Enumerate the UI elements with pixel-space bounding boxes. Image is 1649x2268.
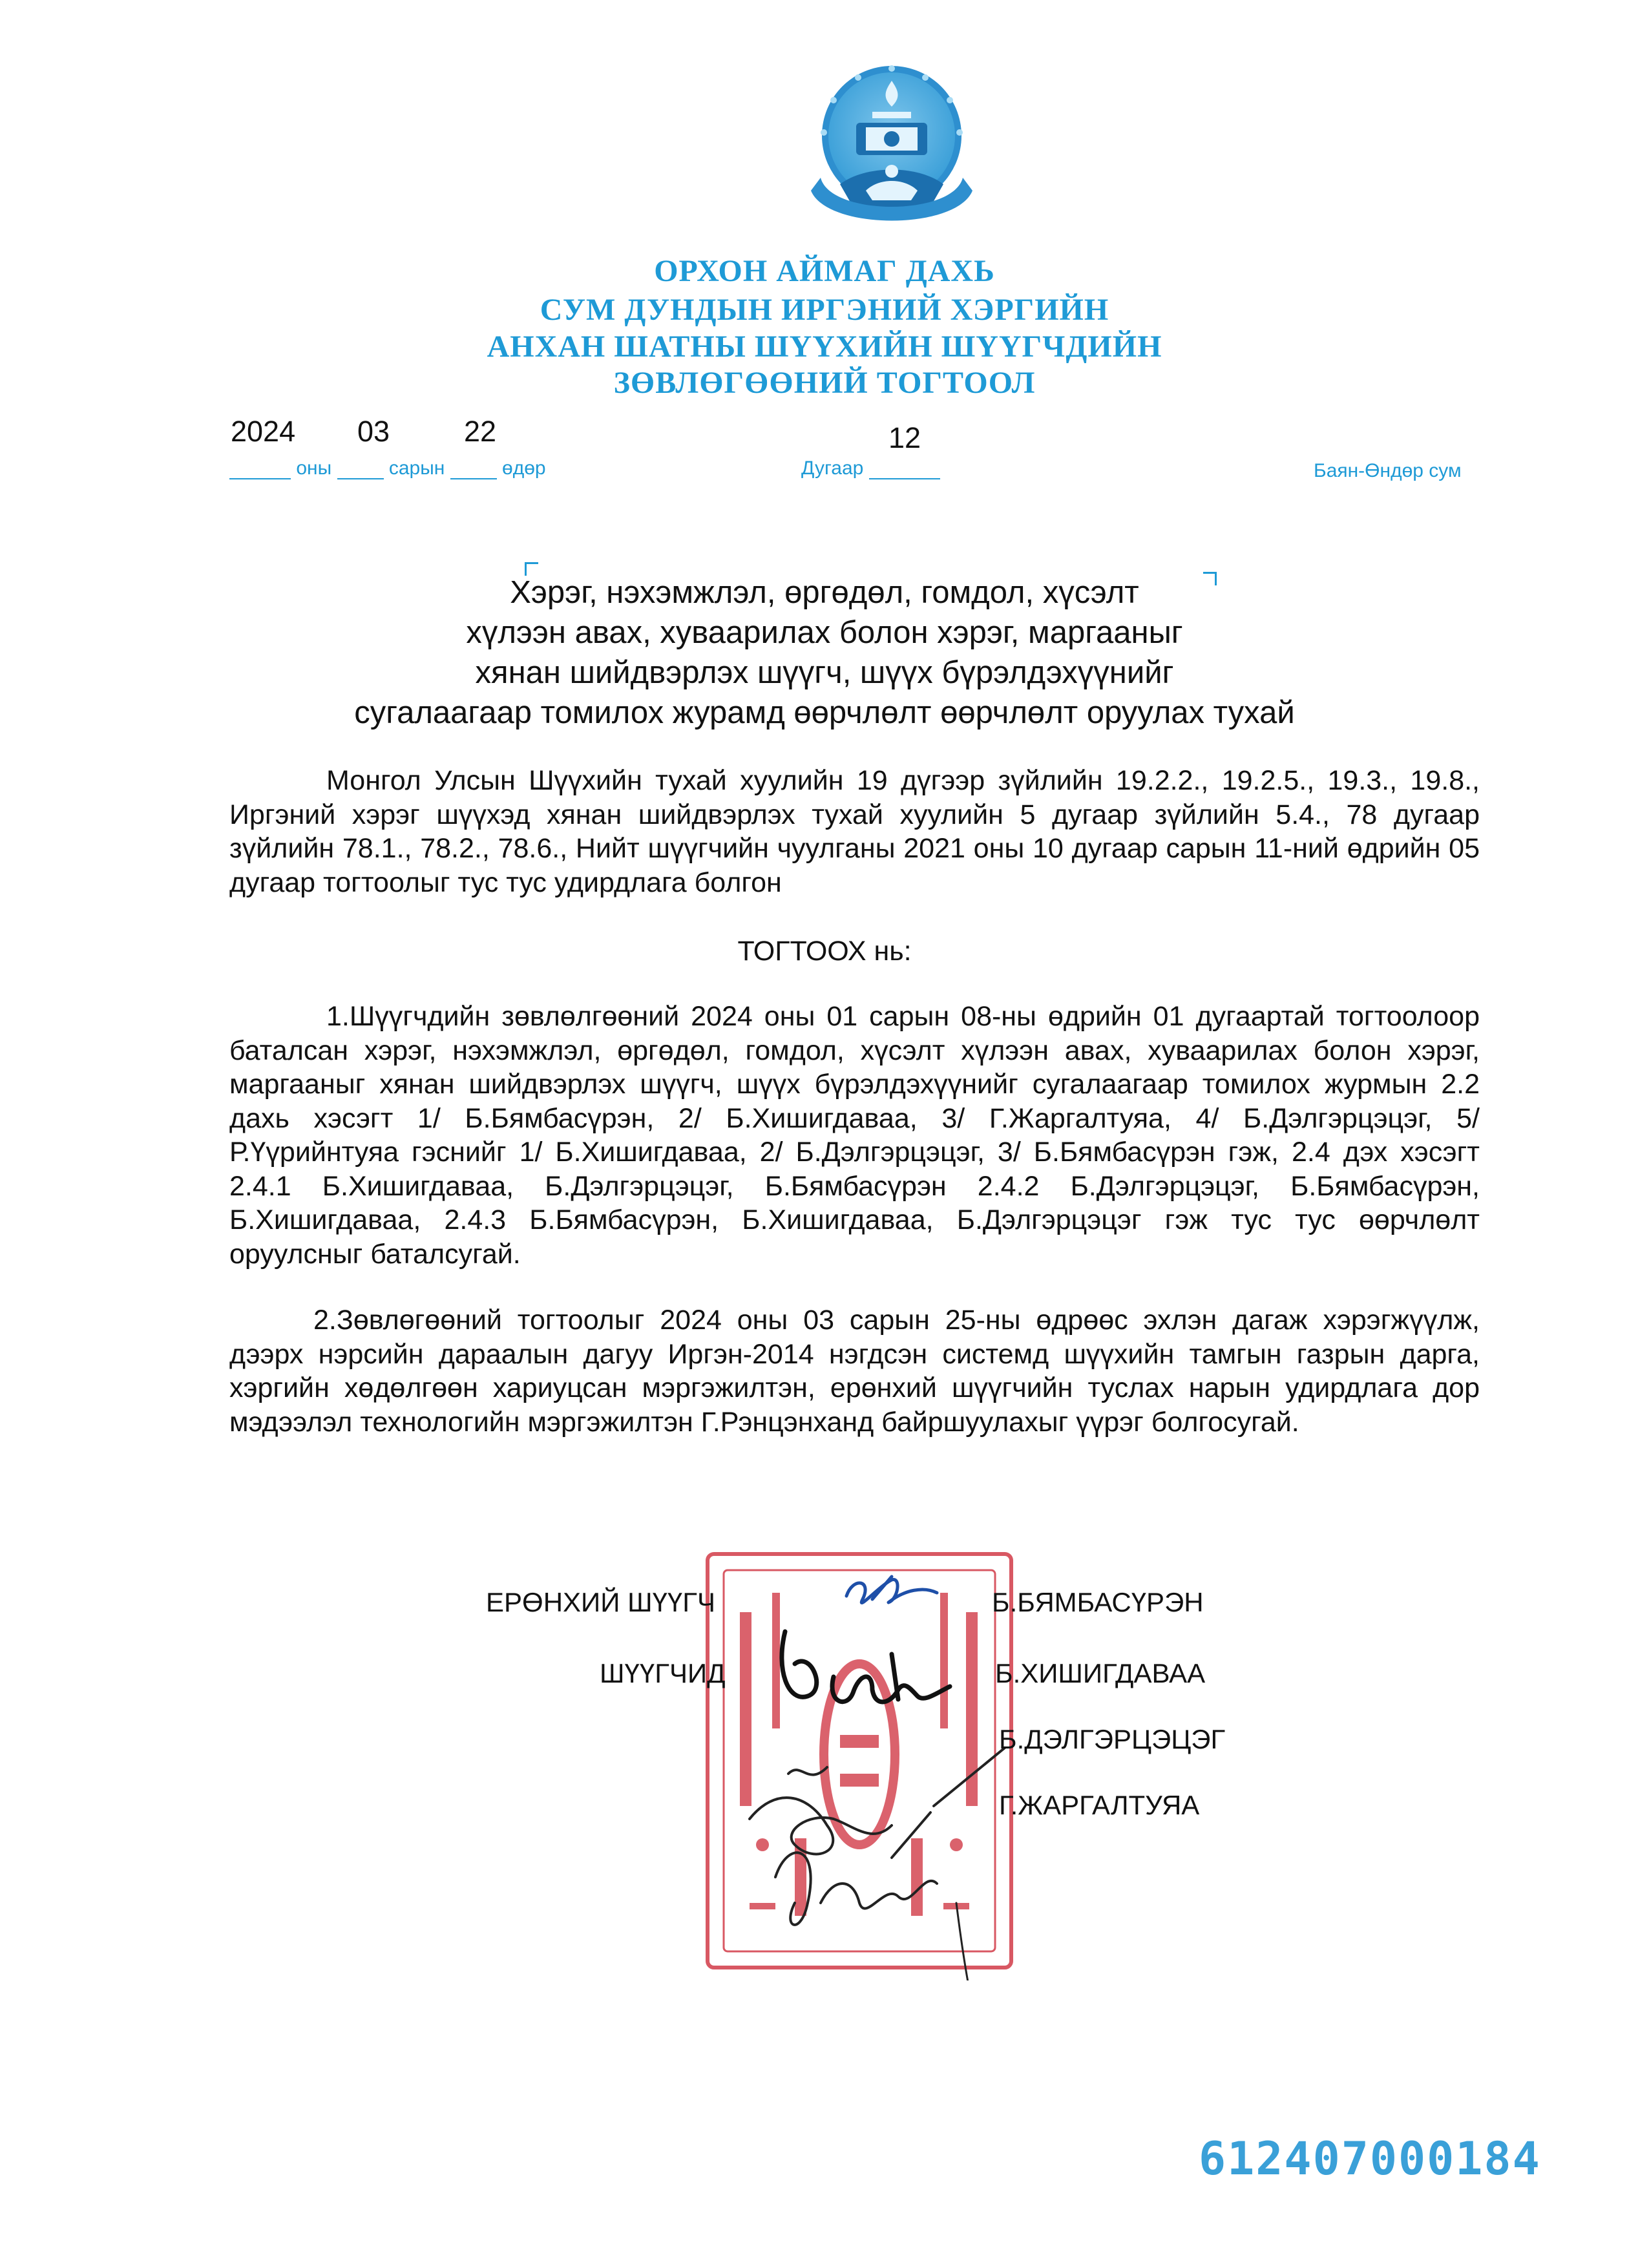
item-1-text: 1.Шүүгчдийн зөвлөлгөөний 2024 оны 01 сарын 08-ны өдрийн 01 дугаартай тогтоолоор баталсан хэрэг, нэхэмжлэл, өргөдөл, гомдол, хүсэлт хүлээн авах, хуваарилах болон хэрэг, маргааныг хянан шийдвэрлэх шүүгч, шүүх бүрэлдэхүүнийг сугалаагаар томилох журмын 2.2 дахь хэсэгт 1/ Б.Бямбасүрэн, 2/ Б.Хишигдаваа, 3/ Г.Жаргалтуяа, 4/ Б.Дэлгэрцэцэг, 5/ Р.Үүрийнтуяа гэснийг 1/ Б.Хишигдаваа, 2/ Б.Дэлгэрцэцэг, 3/ Б.Бямбасүрэн гэж, 2.4 дэх хэсэгт 2.4.1 Б.Хишигдаваа, Б.Дэлгэрцэцэг, Б.Бямбасүрэн 2.4.2 Б.Дэлгэрцэцэг, Б.Бямбасүрэн, Б.Хишигдаваа, 2.4.3 Б.Бямбасүрэн, Б.Хишигдаваа, Б.Дэлгэрцэцэг гэж тус тус өөрчлөлт оруулсныг баталсугай. bbox=[229, 1001, 1480, 1270]
registration-number-main: 61240700018 bbox=[1199, 2132, 1513, 2185]
judge-name-1: Б.ХИШИГДАВАА bbox=[995, 1658, 1206, 1688]
resolves-heading: ТОГТООХ нь: bbox=[737, 936, 912, 967]
chief-judge-label: ЕРӨНХИЙ ШҮҮГЧ bbox=[486, 1587, 716, 1617]
chief-judge-name: Б.БЯМБАСҮРЭН bbox=[992, 1587, 1204, 1617]
day-caption: өдөр bbox=[502, 457, 546, 479]
resolution-item-2 bbox=[229, 1303, 1480, 1439]
resolution-title-line-2: хүлээн авах, хуваарилах болон хэрэг, маргааныг bbox=[466, 615, 1183, 650]
day-underline bbox=[450, 459, 497, 479]
registration-number bbox=[1199, 2132, 1541, 2185]
judge-name-2: Б.ДЭЛГЭРЦЭЦЭГ bbox=[999, 1724, 1226, 1754]
date-year-value: 2024 bbox=[231, 415, 296, 448]
state-emblem-icon bbox=[795, 61, 989, 233]
court-header-line-3: АНХАН ШАТНЫ ШҮҮХИЙН ШҮҮГЧДИЙН bbox=[487, 330, 1162, 364]
place-label: Баян-Өндөр сум bbox=[1314, 460, 1462, 481]
date-captions bbox=[229, 457, 546, 479]
month-caption: сарын bbox=[388, 457, 445, 479]
judge-name-3: Г.ЖАРГАЛТУЯА bbox=[999, 1790, 1200, 1820]
preamble-text: Монгол Улсын Шүүхийн тухай хуулийн 19 дүгээр зүйлийн 19.2.2., 19.2.5., 19.3., 19.8., Иргэний хэрэг шүүхэд хянан шийдвэрлэх тухай хуулийн 5 дугаар зүйлийн 5.4., 78 дугаар зүйлийн 78.1., 78.2., 78.6., Нийт шүүгчийн чуулганы 2021 оны 10 дугаар сарын 11-ний өдрийн 05 дугаар тогтоолыг тус тус удирдлага болгон bbox=[229, 765, 1480, 898]
resolution-item-1 bbox=[229, 1000, 1480, 1271]
document-type-heading: ЗӨВЛӨГӨӨНИЙ ТОГТООЛ bbox=[613, 366, 1036, 400]
judges-label: ШҮҮГЧИД bbox=[600, 1658, 726, 1688]
document-number-value: 12 bbox=[888, 421, 921, 454]
resolution-title-line-4: сугалаагаар томилох журамд өөрчлөлт өөрчлөлт оруулах тухай bbox=[354, 695, 1295, 730]
resolution-title-line-1: Хэрэг, нэхэмжлэл, өргөдөл, гомдол, хүсэлт bbox=[510, 575, 1139, 610]
resolution-title-line-3: хянан шийдвэрлэх шүүгч, шүүх бүрэлдэхүүнийг bbox=[475, 655, 1174, 690]
registration-number-suffix: 4 bbox=[1512, 2132, 1541, 2185]
month-underline bbox=[337, 459, 384, 479]
number-caption-row bbox=[801, 457, 940, 479]
preamble-paragraph bbox=[229, 764, 1480, 899]
court-header-line-1: ОРХОН АЙМАГ ДАХЬ bbox=[654, 254, 995, 288]
item-2-text: 2.Зөвлөгөөний тогтоолыг 2024 оны 03 сарын 25-ны өдрөөс эхлэн дагаж хэрэгжүүлж, дээрх нэрсийн дараалын дагуу Иргэн-2014 нэгдсэн системд шүүхийн тамгын газрын дарга, хэргийн хөдөлгөөн хариуцсан мэргэжилтэн, ерөнхий шүүгчийн туслах нарын удирдлага дор мэдээлэл технологийн мэргэжилтэн Г.Рэнцэнханд байршуулахыг үүрэг болгосугай. bbox=[229, 1305, 1480, 1438]
number-underline bbox=[869, 459, 940, 479]
number-caption: Дугаар bbox=[801, 457, 864, 479]
court-header-line-2: СУМ ДУНДЫН ИРГЭНИЙ ХЭРГИЙН bbox=[540, 293, 1109, 327]
date-month-value: 03 bbox=[357, 415, 390, 448]
year-caption: оны bbox=[296, 457, 332, 479]
year-underline bbox=[229, 459, 291, 479]
date-day-value: 22 bbox=[464, 415, 497, 448]
